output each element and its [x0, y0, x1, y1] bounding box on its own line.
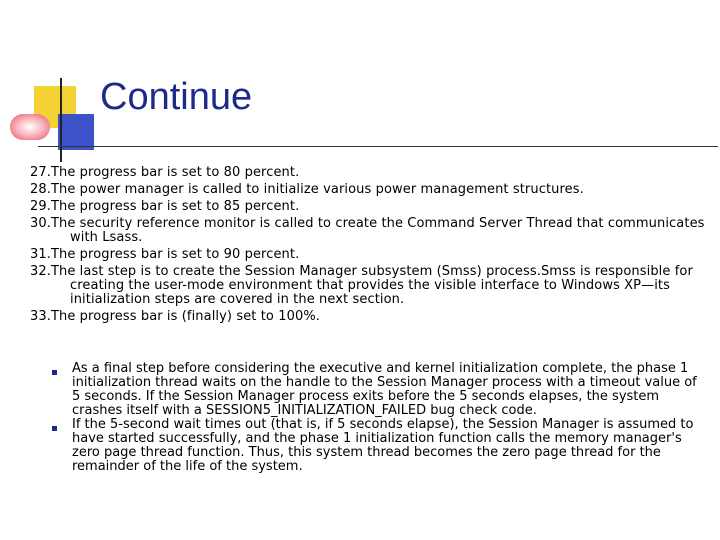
- bullet-item: [52, 418, 702, 474]
- bullet-text: As a final step before considering the executive and kernel initialization complete, the phase 1 initialization thread waits on the handle to the Session Manager process with a timeout value of 5 seconds. If the Session Manager process exits before the 5 seconds elapses, the system crashes itself with a SESSION5_INITIALIZATION_FAILED bug check code.: [72, 361, 697, 418]
- bullet-list: [52, 362, 702, 474]
- step-item: 32.The last step is to create the Session Manager subsystem (Smss) process.Smss is responsible for creating the user-mode environment that provides the visible interface to Windows XP—its initialization steps are covered in the next section.: [30, 264, 693, 307]
- step-item: 30.The security reference monitor is called to create the Command Server Thread that communicates with Lsass.: [30, 216, 705, 245]
- bullet-text: If the 5-second wait times out (that is, if 5 seconds elapse), the Session Manager is assumed to have started successfully, and the phase 1 initialization function calls the memory manager's zero page thread function. Thus, this system thread becomes the zero page thread for the remainder of the life of the system.: [72, 417, 694, 474]
- step-item: 28.The power manager is called to initialize various power management structures.: [30, 182, 584, 197]
- step-item: 27.The progress bar is set to 80 percent.: [30, 165, 300, 180]
- title-divider: [38, 146, 718, 147]
- slide-title: Continue: [100, 76, 253, 118]
- step-item: 33.The progress bar is (finally) set to 100%.: [30, 309, 321, 324]
- bullet-square-icon: [52, 370, 57, 375]
- step-item: 31.The progress bar is set to 90 percent.: [30, 247, 300, 262]
- decor-vertical-line: [60, 78, 62, 162]
- step-item: 29.The progress bar is set to 85 percent.: [30, 199, 300, 214]
- bullet-square-icon: [52, 426, 57, 431]
- step-list: [30, 166, 705, 327]
- bullet-item: [52, 362, 702, 418]
- decor-blue-square: [58, 114, 94, 150]
- decor-red-shape: [10, 114, 50, 140]
